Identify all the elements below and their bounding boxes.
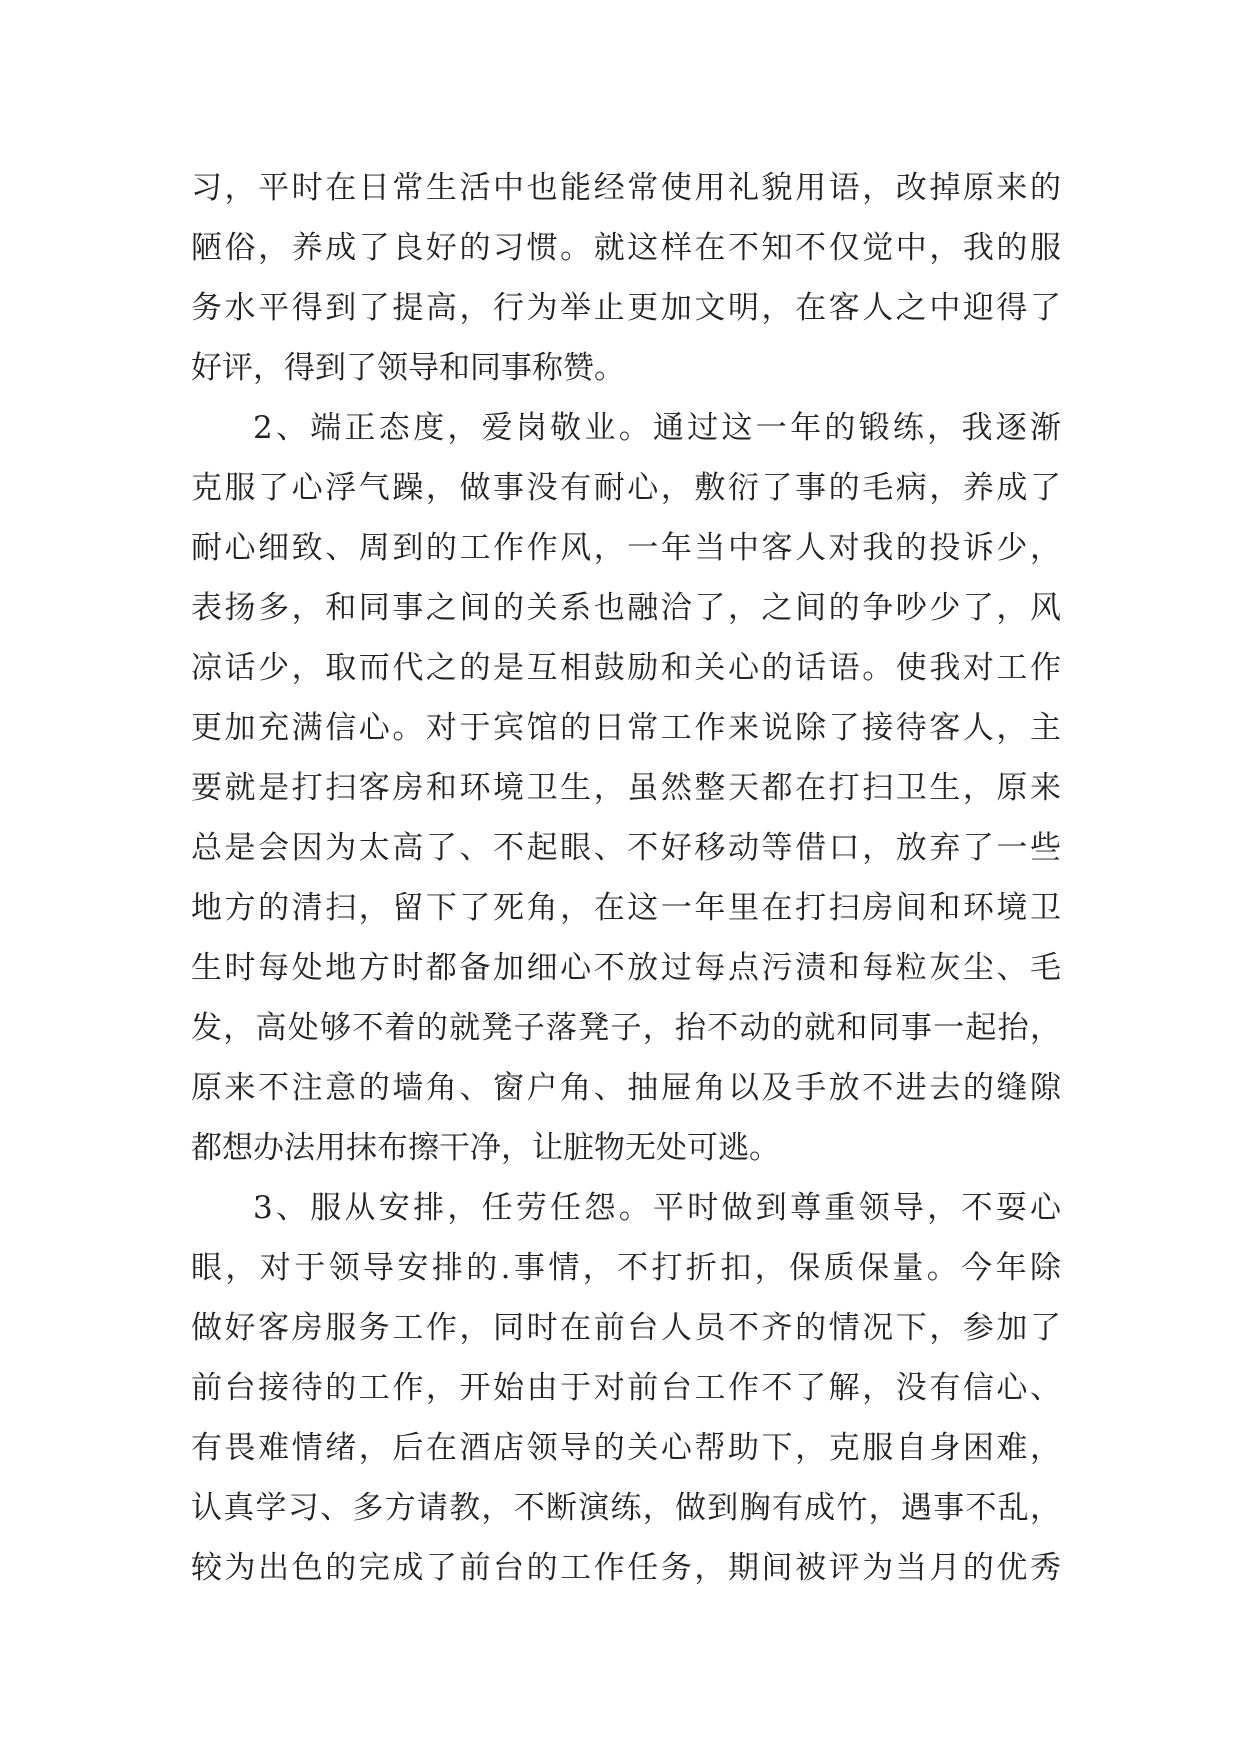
paragraph-end-line: 都想办法用抹布擦干净，让脏物无处可逃。 [191,1130,780,1166]
text-line: 耐心细致、周到的工作作风，一年当中客人对我的投诉少， [191,530,1061,566]
text-line: 克服了心浮气躁，做事没有耐心，敷衍了事的毛病，养成了 [191,470,1061,506]
text-line: 要就是打扫客房和环境卫生，虽然整天都在打扫卫生，原来 [191,770,1061,806]
text-line: 眼，对于领导安排的.事情，不打折扣，保质保量。今年除 [191,1250,1061,1286]
paragraph-end-line: 好评，得到了领导和同事称赞。 [191,350,625,386]
text-line: 认真学习、多方请教，不断演练，做到胸有成竹，遇事不乱， [191,1490,1061,1526]
text-line: 发，高处够不着的就凳子落凳子，抬不动的就和同事一起抬， [191,1010,1061,1046]
paragraph-3-first-line: 3、服从安排，任劳任怨。平时做到尊重领导，不耍心 [253,1190,1061,1226]
paragraph-2-first-line: 2、端正态度，爱岗敬业。通过这一年的锻练，我逐渐 [253,410,1061,446]
text-line: 陋俗，养成了良好的习惯。就这样在不知不仅觉中，我的服 [191,230,1061,266]
text-line: 凉话少，取而代之的是互相鼓励和关心的话语。使我对工作 [191,650,1061,686]
text-line: 做好客房服务工作，同时在前台人员不齐的情况下，参加了 [191,1310,1061,1346]
text-line: 务水平得到了提高，行为举止更加文明，在客人之中迎得了 [191,290,1061,326]
text-line: 有畏难情绪，后在酒店领导的关心帮助下，克服自身困难， [191,1430,1061,1466]
text-line: 地方的清扫，留下了死角，在这一年里在打扫房间和环境卫 [191,890,1061,926]
text-line: 更加充满信心。对于宾馆的日常工作来说除了接待客人，主 [191,710,1061,746]
body-text [191,158,1061,1598]
text-line: 前台接待的工作，开始由于对前台工作不了解，没有信心、 [191,1370,1061,1406]
text-line: 表扬多，和同事之间的关系也融洽了，之间的争吵少了，风 [191,590,1061,626]
text-line: 总是会因为太高了、不起眼、不好移动等借口，放弃了一些 [191,830,1061,866]
text-line: 习，平时在日常生活中也能经常使用礼貌用语，改掉原来的 [191,170,1061,206]
text-line: 原来不注意的墙角、窗户角、抽屉角以及手放不进去的缝隙 [191,1070,1061,1106]
text-line: 较为出色的完成了前台的工作任务，期间被评为当月的优秀 [191,1550,1061,1586]
text-line: 生时每处地方时都备加细心不放过每点污渍和每粒灰尘、毛 [191,950,1061,986]
